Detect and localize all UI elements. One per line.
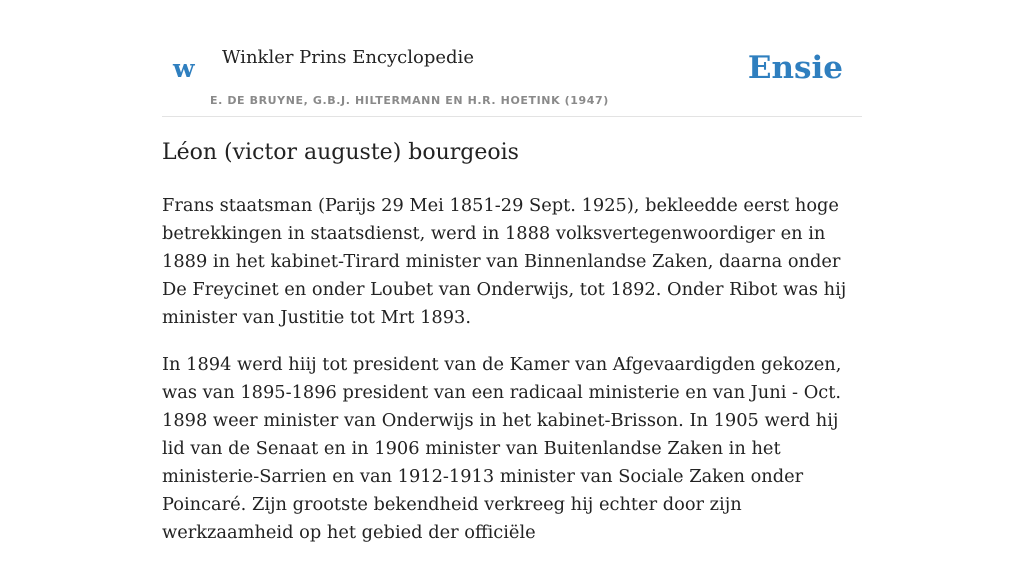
article-title: Léon (victor auguste) bourgeois	[162, 140, 519, 165]
source-authors: E. DE BRUYNE, G.B.J. HILTERMANN EN H.R. HOETINK (1947)	[210, 94, 609, 107]
brand-logo[interactable]: Ensie	[747, 50, 843, 86]
source-header	[162, 40, 862, 117]
article-body	[162, 192, 862, 566]
source-logo-icon[interactable]: w	[173, 54, 195, 83]
source-title[interactable]: Winkler Prins Encyclopedie	[222, 47, 474, 68]
article-paragraph: In 1894 werd hiij tot president van de Kamer van Afgevaardigden gekozen, was van 1895-1896 president van een radicaal ministerie en van Juni - Oct. 1898 weer minister van Onderwijs in het kabinet-Brisson. In 1905 werd hij lid van de Senaat en in 1906 minister van Buitenlandse Zaken in het ministerie-Sarrien en van 1912-1913 minister van Sociale Zaken onder Poincaré. Zijn grootste bekendheid verkreeg hij echter door zijn werkzaamheid op het gebied der officiële	[162, 354, 842, 543]
article-paragraph: Frans staatsman (Parijs 29 Mei 1851-29 Sept. 1925), bekleedde eerst hoge betrekkingen in staatsdienst, werd in 1888 volksvertegenwoordiger en in 1889 in het kabinet-Tirard minister van Binnenlandse Zaken, daarna onder De Freycinet en onder Loubet van Onderwijs, tot 1892. Onder Ribot was hij minister van Justitie tot Mrt 1893.	[162, 195, 847, 328]
